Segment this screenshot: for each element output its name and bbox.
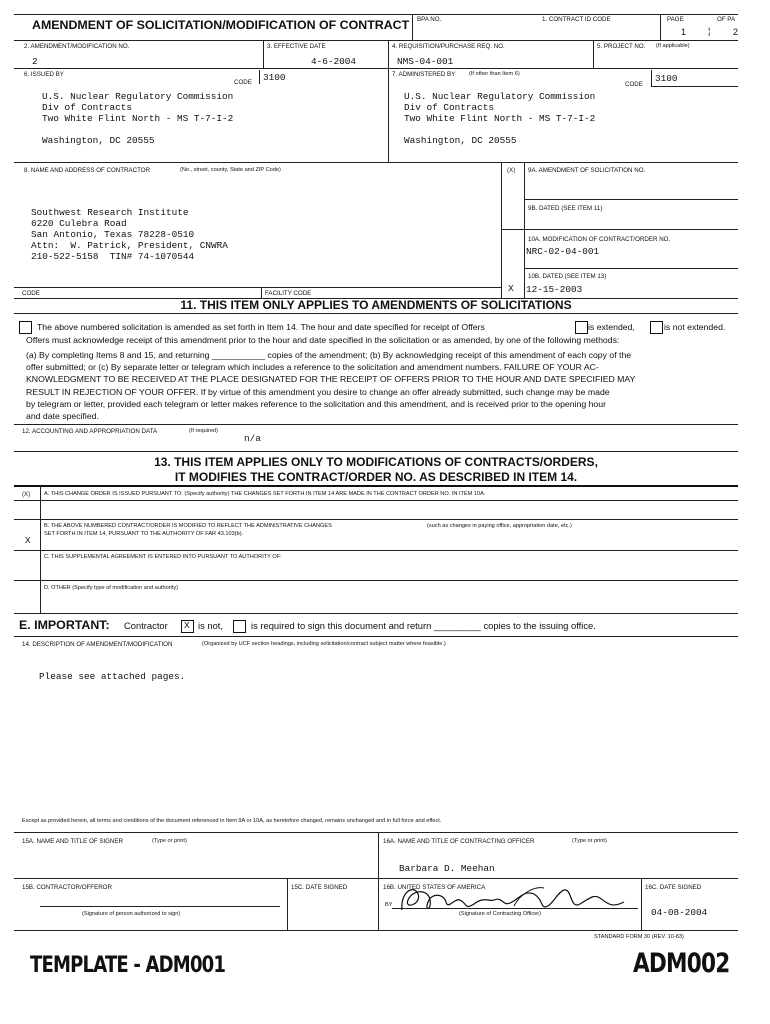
item-11-title: 11. THIS ITEM ONLY APPLIES TO AMENDMENTS OF SOLICITATIONS [180,298,572,312]
is-extended-checkbox[interactable] [575,321,588,334]
10a-value: NRC-02-04-001 [526,246,600,257]
10a-label: 10A. MODIFICATION OF CONTRACT/ORDER NO. [528,236,671,243]
is-required-checkbox[interactable] [233,620,246,633]
page-label: PAGE [667,16,684,23]
10b-label: 10B. DATED (SEE ITEM 13) [528,273,607,280]
item-13-title-2: IT MODIFIES THE CONTRACT/ORDER NO. AS DESCRIBED IN ITEM 14. [174,470,578,484]
10b-mark: X [508,283,514,294]
item-13b-mark: X [25,535,31,546]
contractor-line-3: San Antonio, Texas 78228-0510 [31,229,195,240]
contractor-line-1: Southwest Research Institute [31,207,189,218]
item-12-label: 12. ACCOUNTING AND APPROPRIATION DATA [22,428,158,435]
16c-value: 04-08-2004 [651,907,708,918]
amendment-no-label: 2. AMENDMENT/MODIFICATION NO. [24,43,130,50]
project-no-note: (If applicable) [656,43,690,49]
is-not-extended-label: is not extended. [664,322,726,332]
template-stamp: TEMPLATE - ADM001 [30,953,226,978]
effective-date-value: 4-6-2004 [311,56,357,67]
is-not-extended-checkbox[interactable] [650,321,663,334]
contracting-officer-signature [394,880,634,920]
form-id: STANDARD FORM 30 (REV. 10-83) [594,934,684,940]
item-14-note: (Organized by UCF section headings, including solicitation/contract subject matter where feasible.) [202,641,446,647]
contractor-label: 8. NAME AND ADDRESS OF CONTRACTOR [24,167,151,174]
item-11-body-6: by telegram or letter, provided each telegram or letter makes reference to the solicitation and this amendment, and is received prior to the opening hour [26,399,606,409]
issued-by-line-5: Washington, DC 20555 [42,135,155,146]
form-title: AMENDMENT OF SOLICITATION/MODIFICATION OF CONTRACT [32,18,410,32]
code-label: CODE [22,290,40,297]
issued-by-code-label: CODE [234,79,252,86]
administered-by-label: 7. ADMINISTERED BY [392,71,456,78]
contractor-note: (No., street, county, State and ZIP Code) [180,167,281,173]
administered-by-line-1: U.S. Nuclear Regulatory Commission [404,91,596,102]
item-11-body-4: KNOWLEDGMENT TO BE RECEIVED AT THE PLACE DESIGNATED FOR THE RECEIPT OF OFFERS PRIOR TO THE HOUR AND DATE SPECIFIED MAY [26,374,636,384]
item-13-title-1: 13. THIS ITEM APPLIES ONLY TO MODIFICATIONS OF CONTRACTS/ORDERS, [154,455,598,469]
project-no-label: 5. PROJECT NO. [597,43,646,50]
footer-note: Except as provided herein, all terms and conditions of the document referenced in Item 9A or 10A, as heretofore changed, remains unchanged and in full force and effect. [22,818,442,824]
administered-by-line-5: Washington, DC 20555 [404,135,517,146]
item-13d: D. OTHER (Specify type of modification and authority) [44,585,178,591]
of-pages-label: OF PA [717,16,736,23]
item-11-line-1: The above numbered solicitation is amended as set forth in Item 14. The hour and date specified for receipt of Offers [37,322,485,332]
16b-signature-note: (Signature of Contracting Officer) [459,911,541,917]
page-number: 1 [681,27,687,37]
is-required-label: is required to sign this document and return _________ copies to the issuing office. [251,620,596,631]
16a-label: 16A. NAME AND TITLE OF CONTRACTING OFFICER [383,838,535,845]
item-13a: A. THIS CHANGE ORDER IS ISSUED PURSUANT TO: (Specify authority) THE CHANGES SET FORTH IN ITEM 14 ARE MADE IN THE CONTRACT ORDER NO. IN ITEM 10A. [44,491,486,497]
item-11-body-7: and date specified. [26,411,99,421]
15b-signature-note: (Signature of person authorized to sign) [82,911,181,917]
9b-label: 9B. DATED (SEE ITEM 11) [528,205,603,212]
10b-value: 12-15-2003 [526,284,583,295]
16a-value: Barbara D. Meehan [399,863,495,874]
administered-by-line-3: Two White Flint North - MS T-7-I-2 [404,113,596,124]
16a-note: (Type or print) [572,838,607,844]
important-contractor: Contractor [124,620,168,631]
16c-label: 16C. DATE SIGNED [645,884,702,891]
administered-by-note: (If other than Item 6) [469,71,520,77]
is-not-label: is not, [198,620,224,631]
administered-by-line-2: Div of Contracts [404,102,495,113]
item-11-body-2: (a) By completing Items 8 and 15, and returning ___________ copies of the amendment; (b) By acknowledging receipt of this amendment of each copy of the [26,350,632,360]
item-14-label: 14. DESCRIPTION OF AMENDMENT/MODIFICATION [22,641,173,648]
contract-id-label: 1. CONTRACT ID CODE [542,16,611,23]
item-14-text: Please see attached pages. [39,671,186,682]
9a-label: 9A. AMENDMENT OF SOLICITATION NO. [528,167,646,174]
amend-acknowledge-checkbox[interactable] [19,321,32,334]
15b-label: 15B. CONTRACTOR/OFFEROR [22,884,112,891]
amendment-no-value: 2 [32,56,38,67]
is-extended-label: is extended, [588,322,635,332]
x-column-label: (X) [507,167,516,174]
requisition-label: 4. REQUISITION/PURCHASE REQ. NO. [392,43,505,50]
issued-by-code: 3100 [263,72,286,83]
facility-code-label: FACILITY CODE [265,290,312,297]
contractor-line-4: Attn: W. Patrick, President, CNWRA [31,240,228,251]
administered-by-code-label: CODE [625,81,643,88]
page-tick: ¦ [708,26,711,36]
item-13b-line-1: B. THE ABOVE NUMBERED CONTRACT/ORDER IS MODIFIED TO REFLECT THE ADMINISTRATIVE CHANGES [44,523,332,529]
is-not-mark: X [184,620,190,631]
issued-by-line-3: Two White Flint North - MS T-7-I-2 [42,113,234,124]
item-11-body-3: offer submitted; or (c) By separate letter or telegram which includes a reference to the solicitation and amendment numbers. FAILURE OF YOUR AC- [26,362,599,372]
item-11-body-5: RESULT IN REJECTION OF YOUR OFFER. If by virtue of this amendment you desire to change an offer already submitted, such change may be made [26,387,610,397]
of-pages-number: 2 [733,27,739,37]
administered-by-code: 3100 [655,73,678,84]
issued-by-line-2: Div of Contracts [42,102,133,113]
item-11-body-1: Offers must acknowledge receipt of this amendment prior to the hour and date specified in the solicitation or as amended, by one of the following methods: [26,335,620,345]
contractor-line-2: 6220 Culebra Road [31,218,127,229]
document-id-stamp: ADM002 [633,948,730,979]
15a-label: 15A. NAME AND TITLE OF SIGNER [22,838,123,845]
important-label: E. IMPORTANT: [19,618,110,632]
15a-note: (Type or print) [152,838,187,844]
requisition-value: NMS-04-001 [397,56,454,67]
issued-by-line-1: U.S. Nuclear Regulatory Commission [42,91,234,102]
item-12-value: n/a [244,433,261,444]
contractor-line-5: 210-522-5158 TIN# 74-1070544 [31,251,195,262]
item-13b-line-2: SET FORTH IN ITEM 14, PURSUANT TO THE AUTHORITY OF FAR 43.103(b). [44,531,244,537]
item-13-x-label: (X) [22,491,31,498]
16b-label: 16B. UNITED STATES OF AMERICA [383,884,486,891]
top-rule [14,14,738,15]
15c-label: 15C. DATE SIGNED [291,884,348,891]
item-12-note: (If required) [189,428,218,434]
16b-by-label: BY [385,902,393,908]
item-13c: C. THIS SUPPLEMENTAL AGREEMENT IS ENTERED INTO PURSUANT TO AUTHORITY OF: [44,554,282,560]
issued-by-label: 6. ISSUED BY [24,71,64,78]
item-13b-note: (such as changes in paying office, appropriation date, etc.) [427,523,572,529]
bpa-label: BPA NO. [417,16,442,23]
effective-date-label: 3. EFFECTIVE DATE [267,43,326,50]
